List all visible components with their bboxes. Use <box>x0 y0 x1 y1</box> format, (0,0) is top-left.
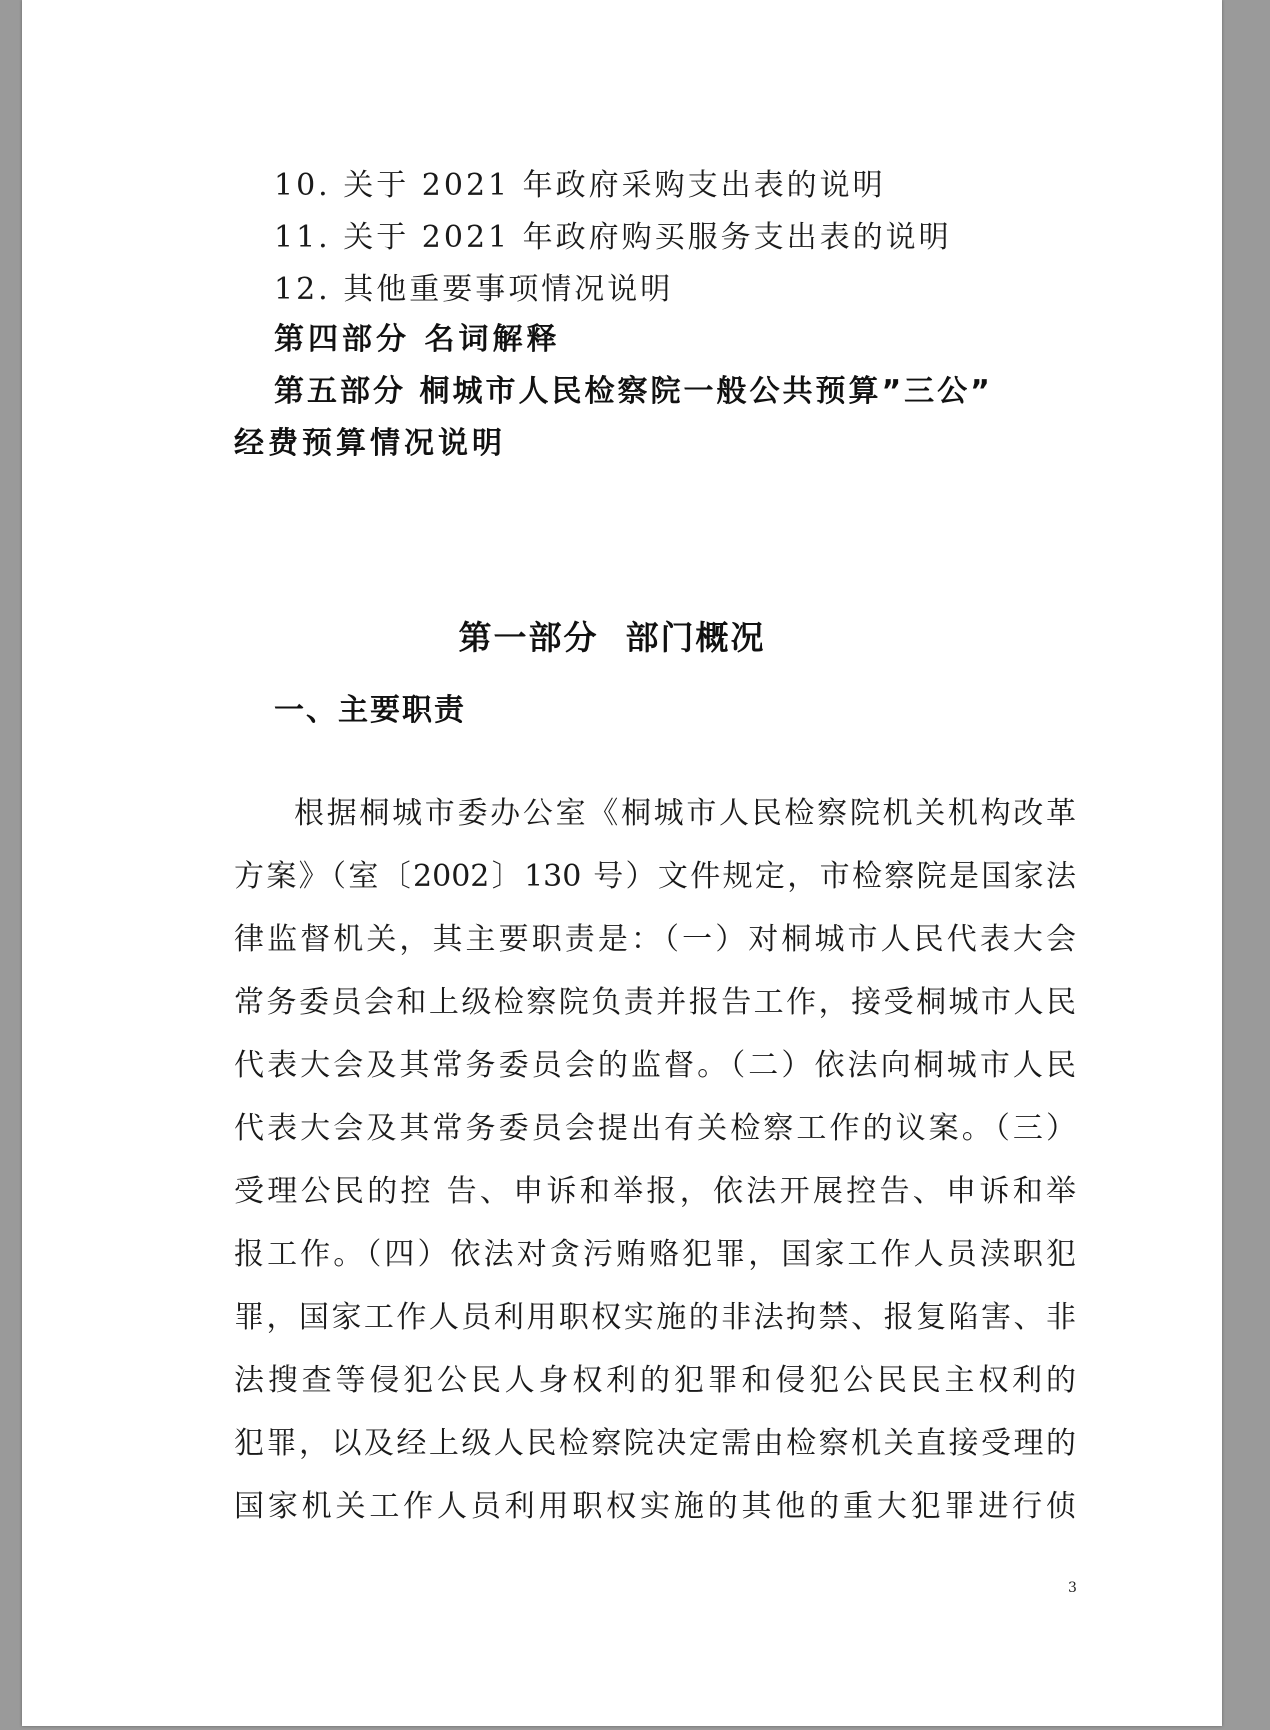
body-line: 罪，国家工作人员利用职权实施的非法拘禁、报复陷害、非 <box>234 1300 1076 1335</box>
body-line: 受理公民的控 告、申诉和举报，依法开展控告、申诉和举 <box>234 1174 1076 1209</box>
toc-item-11: 11. 关于 2021 年政府购买服务支出表的说明 <box>274 220 952 255</box>
body-line: 方案》（室〔2002〕130 号）文件规定，市检察院是国家法 <box>234 859 1076 894</box>
toc-item-12: 12. 其他重要事项情况说明 <box>274 272 674 307</box>
body-line: 常务委员会和上级检察院负责并报告工作，接受桐城市人民 <box>234 985 1076 1020</box>
section-title: 第一部分 部门概况 <box>458 618 766 657</box>
body-line: 国家机关工作人员利用职权实施的其他的重大犯罪进行侦 <box>234 1489 1076 1524</box>
section-subheading: 一、主要职责 <box>274 693 466 728</box>
body-line: 法搜查等侵犯公民人身权利的犯罪和侵犯公民民主权利的 <box>234 1363 1076 1398</box>
toc-item-10: 10. 关于 2021 年政府采购支出表的说明 <box>274 168 886 203</box>
body-line: 代表大会及其常务委员会的监督。（二）依法向桐城市人民 <box>234 1048 1076 1083</box>
page-number: 3 <box>1068 1580 1077 1596</box>
toc-part-5-line-2: 经费预算情况说明 <box>234 426 506 461</box>
document-page <box>22 0 1222 1726</box>
body-line: 报工作。（四）依法对贪污贿赂犯罪，国家工作人员渎职犯 <box>234 1237 1076 1272</box>
body-line: 根据桐城市委办公室《桐城市人民检察院机关机构改革 <box>294 796 1076 831</box>
body-line: 律监督机关，其主要职责是：（一）对桐城市人民代表大会 <box>234 922 1076 957</box>
toc-part-5-line-1: 第五部分 桐城市人民检察院一般公共预算”三公” <box>274 374 993 409</box>
body-line: 代表大会及其常务委员会提出有关检察工作的议案。（三） <box>234 1111 1076 1146</box>
body-line: 犯罪，以及经上级人民检察院决定需由检察机关直接受理的 <box>234 1426 1076 1461</box>
toc-part-4: 第四部分 名词解释 <box>274 322 561 357</box>
